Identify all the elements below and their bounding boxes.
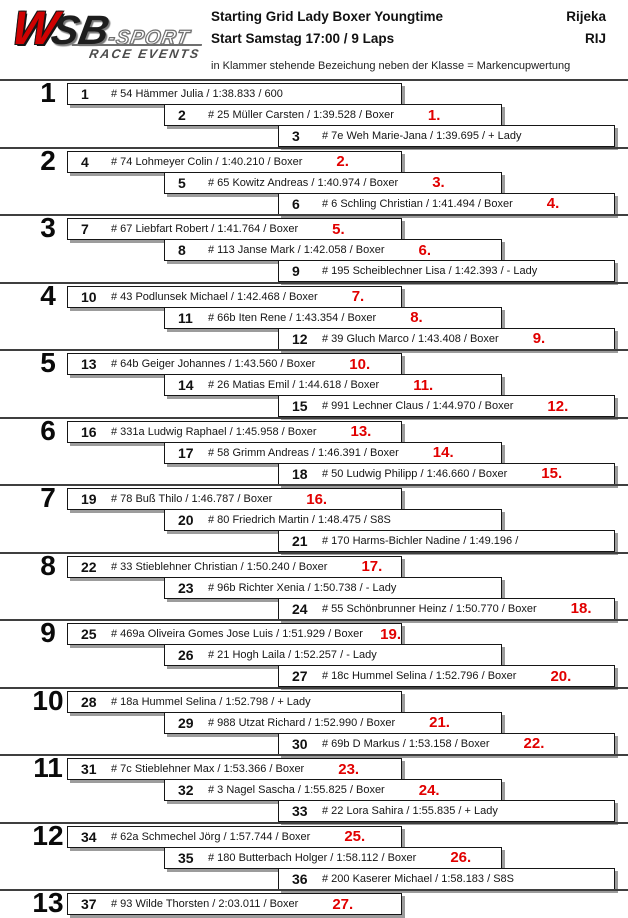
- entry-position-number: 23: [178, 579, 194, 596]
- entry-rank-red: 24.: [418, 781, 440, 799]
- grid-row: [0, 549, 628, 623]
- entry-position-number: 25: [81, 626, 97, 642]
- grid-entry-box: [67, 623, 402, 645]
- grid-row: [0, 819, 628, 893]
- grid-entry-box: [164, 509, 502, 531]
- row-separator-line: [0, 79, 628, 81]
- entry-position-number: 2: [178, 107, 186, 123]
- grid-entry-box: [278, 328, 615, 350]
- entry-text: # 26 Matias Emil / 1:44.618 / Boxer: [208, 379, 380, 391]
- grid-entry-box: [67, 893, 402, 915]
- grid-row: [0, 752, 628, 825]
- markencup-note: in Klammer stehende Bezeichung neben der Klasse = Markencupwertung: [211, 60, 571, 72]
- entry-position-number: 17: [178, 444, 194, 461]
- grid-entry-box: [67, 286, 402, 308]
- grid-row: [0, 684, 628, 758]
- grid-row: [0, 347, 628, 420]
- row-separator-line: [0, 619, 628, 621]
- grid-entry-box: [164, 577, 502, 599]
- entry-text: # 3 Nagel Sascha / 1:55.825 / Boxer: [208, 784, 385, 796]
- entry-text: # 67 Liebfart Robert / 1:41.764 / Boxer: [111, 223, 299, 235]
- logo-sport-text: -SPORT: [106, 27, 192, 49]
- grid-entry-box: [164, 442, 502, 464]
- entry-position-number: 37: [81, 896, 97, 912]
- grid-entry-box: [164, 104, 502, 126]
- entry-position-number: 13: [81, 356, 97, 372]
- row-number: 7: [40, 482, 56, 513]
- entry-rank-red: 8.: [410, 309, 423, 326]
- grid-entry-box: [67, 353, 402, 375]
- entry-text: # 988 Utzat Richard / 1:52.990 / Boxer: [208, 716, 396, 729]
- grid-entry-box: [278, 260, 615, 282]
- entry-text: # 18a Hummel Selina / 1:52.798 / + Lady: [111, 695, 311, 708]
- grid-entry-box: [67, 826, 402, 848]
- entry-position-number: 12: [292, 330, 308, 347]
- grid-entry-box: [164, 847, 502, 869]
- grid-entry-box: [164, 307, 502, 329]
- entry-text: # 66b Iten Rene / 1:43.354 / Boxer: [208, 311, 377, 324]
- entry-text: # 7e Weh Marie-Jana / 1:39.695 / + Lady: [322, 130, 522, 142]
- grid-entry-box: [278, 125, 615, 147]
- entry-text: # 33 Stieblehner Christian / 1:50.240 / Boxer: [111, 560, 328, 573]
- grid-entry-box: [67, 488, 402, 510]
- grid-entry-box: [164, 239, 502, 261]
- entry-text: # 21 Hogh Laila / 1:52.257 / - Lady: [208, 649, 377, 661]
- entry-position-number: 21: [292, 533, 308, 549]
- grid-row: [0, 144, 628, 218]
- row-number: 9: [40, 617, 56, 648]
- grid-row: [0, 482, 628, 555]
- entry-position-number: 6: [292, 195, 300, 212]
- entry-text: # 991 Lechner Claus / 1:44.970 / Boxer: [322, 400, 514, 412]
- row-separator-line: [0, 349, 628, 351]
- entry-position-number: 7: [81, 221, 89, 237]
- entry-position-number: 8: [178, 242, 186, 258]
- entry-text: # 469a Oliveira Gomes Jose Luis / 1:51.929 / Boxer: [111, 628, 363, 640]
- entry-position-number: 31: [81, 761, 97, 777]
- entry-rank-red: 25.: [344, 828, 366, 845]
- entry-position-number: 10: [81, 288, 97, 305]
- row-number: 13: [32, 887, 64, 918]
- entry-rank-red: 12.: [547, 397, 569, 415]
- row-number: 10: [32, 684, 64, 716]
- entry-position-number: 27: [292, 668, 308, 684]
- entry-text: # 7c Stieblehner Max / 1:53.366 / Boxer: [111, 763, 305, 775]
- entry-rank-red: 15.: [541, 465, 563, 482]
- entry-position-number: 15: [292, 398, 308, 414]
- grid-entry-box: [67, 83, 402, 105]
- entry-text: # 62a Schmechel Jörg / 1:57.744 / Boxer: [111, 830, 311, 843]
- entry-position-number: 14: [178, 377, 194, 393]
- entry-text: # 331a Ludwig Raphael / 1:45.958 / Boxer: [111, 425, 317, 438]
- entry-position-number: 26: [178, 647, 194, 663]
- entry-position-number: 4: [81, 153, 89, 170]
- row-number: 8: [40, 549, 56, 581]
- row-number: 6: [40, 414, 56, 446]
- row-number: 1: [40, 77, 56, 108]
- grid-row: [0, 279, 628, 353]
- grid-entry-box: [67, 556, 402, 578]
- start-time-laps: Start Samstag 17:00 / 9 Laps: [211, 31, 395, 46]
- location-name: Rijeka: [566, 9, 606, 24]
- entry-text: # 74 Lohmeyer Colin / 1:40.210 / Boxer: [111, 155, 303, 168]
- grid-entry-box: [67, 218, 402, 240]
- entry-rank-red: 5.: [332, 220, 345, 238]
- grid-entry-box: [278, 463, 615, 485]
- entry-text: # 55 Schönbrunner Heinz / 1:50.770 / Boxer: [322, 602, 537, 615]
- grid-row: [0, 212, 628, 285]
- entry-text: # 22 Lora Sahira / 1:55.835 / + Lady: [322, 805, 498, 817]
- entry-text: # 69b D Markus / 1:53.158 / Boxer: [322, 737, 490, 750]
- entry-rank-red: 4.: [546, 195, 560, 212]
- entry-rank-red: 6.: [418, 241, 432, 259]
- entry-rank-red: 14.: [432, 444, 454, 461]
- entry-position-number: 16: [81, 423, 97, 440]
- entry-text: # 170 Harms-Bichler Nadine / 1:49.196 /: [322, 535, 519, 547]
- grid-entry-box: [278, 598, 615, 620]
- row-separator-line: [0, 147, 628, 149]
- row-number: 5: [40, 347, 56, 378]
- grid-entry-box: [278, 800, 615, 822]
- entry-text: # 113 Janse Mark / 1:42.058 / Boxer: [208, 244, 385, 256]
- document-title: Starting Grid Lady Boxer Youngtime: [211, 9, 444, 24]
- entry-text: # 78 Buß Thilo / 1:46.787 / Boxer: [111, 493, 273, 505]
- entry-text: # 18c Hummel Selina / 1:52.796 / Boxer: [322, 670, 517, 682]
- grid-entry-box: [67, 421, 402, 443]
- entry-text: # 93 Wilde Thorsten / 2:03.011 / Boxer: [111, 898, 299, 910]
- row-number: 12: [32, 819, 64, 851]
- logo-race-events-text: RACE EVENTS: [69, 44, 202, 61]
- entry-position-number: 35: [178, 849, 194, 866]
- entry-rank-red: 18.: [570, 600, 592, 617]
- grid-entry-box: [67, 691, 402, 713]
- entry-position-number: 34: [81, 828, 97, 845]
- entry-position-number: 36: [292, 870, 308, 887]
- entry-text: # 180 Butterbach Holger / 1:58.112 / Boxer: [208, 851, 417, 864]
- entry-text: # 25 Müller Carsten / 1:39.528 / Boxer: [208, 109, 394, 121]
- entry-text: # 80 Friedrich Martin / 1:48.475 / S8S: [208, 514, 391, 526]
- row-separator-line: [0, 484, 628, 486]
- grid-entry-box: [278, 395, 615, 417]
- grid-row: [0, 414, 628, 488]
- entry-position-number: 30: [292, 735, 308, 752]
- entry-text: # 58 Grimm Andreas / 1:46.391 / Boxer: [208, 446, 399, 459]
- entry-position-number: 9: [292, 263, 300, 279]
- entry-rank-red: 16.: [306, 490, 328, 508]
- entry-text: # 200 Kaserer Michael / 1:58.183 / S8S: [322, 872, 515, 885]
- logo-letters-sb: SB: [47, 7, 113, 53]
- entry-rank-red: 9.: [532, 330, 546, 347]
- entry-text: # 65 Kowitz Andreas / 1:40.974 / Boxer: [208, 176, 399, 189]
- entry-rank-red: 21.: [429, 714, 450, 731]
- entry-position-number: 11: [178, 309, 193, 326]
- entry-text: # 43 Podlunsek Michael / 1:42.468 / Boxer: [111, 290, 318, 303]
- entry-text: # 6 Schling Christian / 1:41.494 / Boxer: [322, 197, 513, 210]
- grid-entry-box: [164, 712, 502, 734]
- row-separator-line: [0, 822, 628, 824]
- entry-position-number: 28: [81, 693, 97, 710]
- entry-position-number: 29: [178, 714, 194, 731]
- row-separator-line: [0, 687, 628, 689]
- grid-entry-box: [278, 530, 615, 552]
- entry-position-number: 32: [178, 782, 194, 798]
- entry-position-number: 20: [178, 512, 194, 528]
- entry-position-number: 3: [292, 128, 300, 144]
- entry-text: # 39 Gluch Marco / 1:43.408 / Boxer: [322, 332, 499, 345]
- row-number: 3: [40, 212, 56, 243]
- entry-rank-red: 17.: [361, 558, 383, 575]
- entry-rank-red: 3.: [432, 174, 445, 191]
- entry-rank-red: 2.: [336, 153, 349, 170]
- row-number: 11: [33, 752, 63, 783]
- entry-text: # 50 Ludwig Philipp / 1:46.660 / Boxer: [322, 467, 508, 480]
- entry-rank-red: 11.: [413, 376, 434, 394]
- row-separator-line: [0, 552, 628, 554]
- entry-rank-red: 27.: [332, 895, 354, 913]
- entry-rank-red: 23.: [338, 760, 360, 778]
- grid-entry-box: [164, 374, 502, 396]
- row-separator-line: [0, 889, 628, 891]
- entry-text: # 64b Geiger Johannes / 1:43.560 / Boxer: [111, 358, 316, 370]
- grid-entry-box: [278, 733, 615, 755]
- entry-position-number: 18: [292, 465, 308, 482]
- entry-text: # 96b Richter Xenia / 1:50.738 / - Lady: [208, 581, 397, 594]
- row-separator-line: [0, 214, 628, 216]
- entry-position-number: 22: [81, 558, 97, 575]
- grid-entry-box: [278, 868, 615, 890]
- grid-entry-box: [67, 758, 402, 780]
- grid-row: [0, 887, 628, 918]
- grid-row: [0, 617, 628, 690]
- entry-rank-red: 1.: [427, 106, 441, 124]
- entry-rank-red: 20.: [550, 667, 572, 685]
- entry-position-number: 1: [81, 86, 89, 102]
- grid-entry-box: [164, 172, 502, 194]
- entry-text: # 54 Hämmer Julia / 1:38.833 / 600: [111, 88, 283, 100]
- entry-rank-red: 26.: [450, 849, 472, 866]
- entry-position-number: 33: [292, 803, 308, 819]
- entry-rank-red: 7.: [351, 288, 365, 305]
- grid-entry-box: [164, 644, 502, 666]
- entry-rank-red: 10.: [349, 355, 371, 373]
- row-separator-line: [0, 754, 628, 756]
- row-separator-line: [0, 417, 628, 419]
- grid-entry-box: [278, 193, 615, 215]
- entry-rank-red: 22.: [523, 735, 545, 752]
- entry-position-number: 19: [81, 491, 97, 507]
- location-code: RIJ: [584, 31, 606, 46]
- entry-position-number: 5: [178, 174, 186, 191]
- entry-rank-red: 13.: [350, 423, 372, 440]
- grid-entry-box: [67, 151, 402, 173]
- entry-text: # 195 Scheiblechner Lisa / 1:42.393 / - Lady: [322, 265, 538, 277]
- grid-row: [0, 77, 628, 150]
- row-separator-line: [0, 282, 628, 284]
- row-number: 2: [40, 144, 56, 176]
- entry-position-number: 24: [292, 600, 308, 617]
- logo-letter-w: W: [8, 1, 63, 54]
- grid-entry-box: [164, 779, 502, 801]
- entry-rank-red: 19.: [380, 625, 401, 643]
- grid-entry-box: [278, 665, 615, 687]
- row-number: 4: [40, 279, 56, 311]
